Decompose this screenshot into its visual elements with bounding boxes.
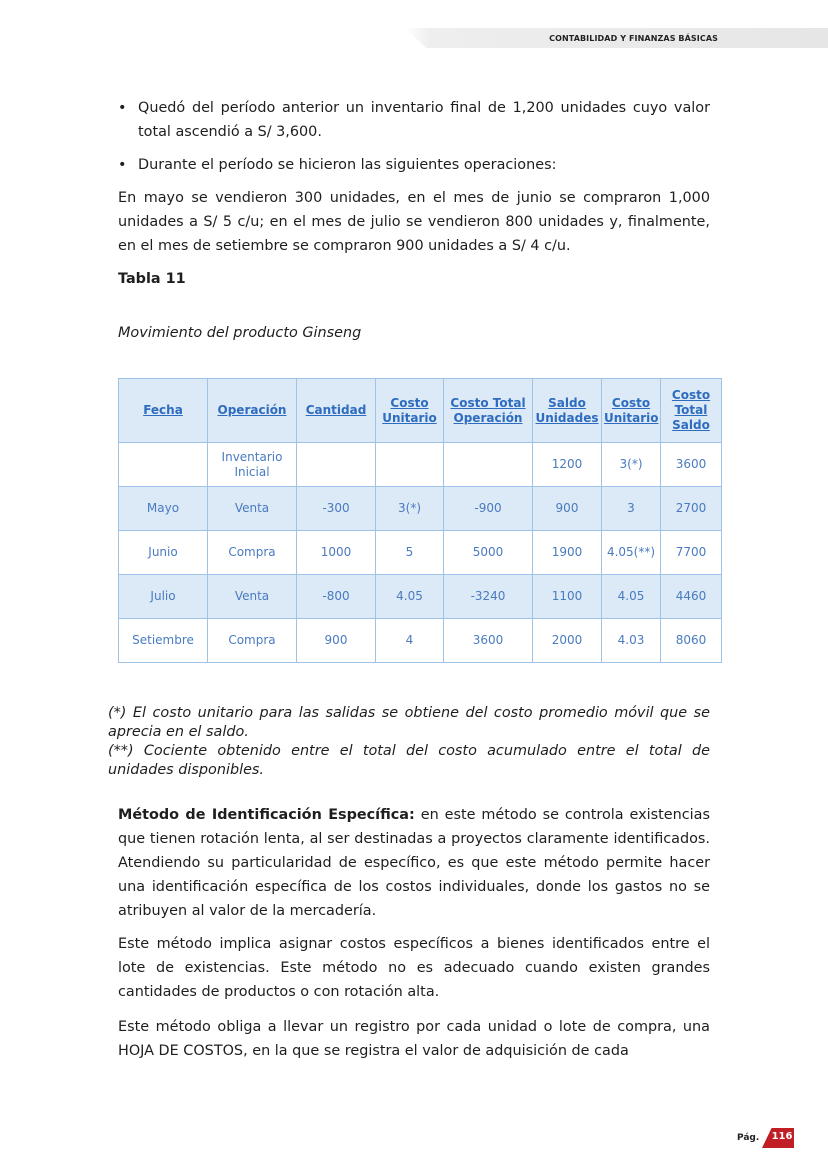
table-row [119, 575, 722, 619]
header-costo-unitario-saldo: Costo Unitario [602, 379, 661, 443]
table-cell: 1900 [533, 531, 602, 575]
table-cell: Mayo [119, 487, 208, 531]
table-cell: 3600 [661, 443, 722, 487]
table-cell: Venta [208, 487, 297, 531]
table-cell: -300 [297, 487, 376, 531]
table-cell: -3240 [444, 575, 533, 619]
bullet-text: Quedó del período anterior un inventario final de 1,200 unidades cuyo valor total ascendió a S/ 3,600. [138, 100, 710, 140]
table-cell: 1100 [533, 575, 602, 619]
table-cell: 5 [376, 531, 444, 575]
table-cell: 1200 [533, 443, 602, 487]
table-cell: 4.03 [602, 619, 661, 663]
bullet-item [118, 96, 710, 144]
header-cantidad: Cantidad [297, 379, 376, 443]
header-fecha: Fecha [119, 379, 208, 443]
inventory-table [118, 378, 722, 663]
table-row [119, 487, 722, 531]
note-single-asterisk: (*) El costo unitario para las salidas se obtiene del costo promedio móvil que se aprecia en el saldo. [108, 705, 710, 740]
table-cell: 4 [376, 619, 444, 663]
header-costo-unitario: Costo Unitario [376, 379, 444, 443]
table-cell: 2700 [661, 487, 722, 531]
table-cell: 5000 [444, 531, 533, 575]
table-header-row [119, 379, 722, 443]
running-header: CONTABILIDAD Y FINANZAS BÁSICAS [549, 34, 718, 43]
table-cell: 4.05(**) [602, 531, 661, 575]
table-row [119, 443, 722, 487]
table-cell: 900 [297, 619, 376, 663]
table-cell: Setiembre [119, 619, 208, 663]
header-saldo-unidades: Saldo Unidades [533, 379, 602, 443]
table-label: Tabla 11 [118, 271, 186, 287]
table-cell [297, 443, 376, 487]
table-cell: -900 [444, 487, 533, 531]
bullet-dot-icon: • [118, 157, 127, 173]
table-cell: Compra [208, 619, 297, 663]
table-notes [108, 704, 710, 780]
intro-paragraph: En mayo se vendieron 300 unidades, en el mes de junio se compraron 1,000 unidades a S/ 5 c/u; en el mes de julio se vendieron 800 unidades y, finalmente, en el mes de setiembre se compraron 900 unidades a S/ 4 c/u. [118, 190, 710, 254]
bullet-text: Durante el período se hicieron las siguientes operaciones: [138, 157, 557, 173]
table-cell: Compra [208, 531, 297, 575]
table-row [119, 619, 722, 663]
header-costo-total-operacion: Costo Total Operación [444, 379, 533, 443]
table-cell [376, 443, 444, 487]
page-number: 116 [771, 1131, 793, 1142]
header-costo-total-saldo: Costo Total Saldo [661, 379, 722, 443]
method-paragraph [118, 803, 710, 923]
table-cell: 2000 [533, 619, 602, 663]
table-cell: 4.05 [376, 575, 444, 619]
header-operacion: Operación [208, 379, 297, 443]
table-cell: Junio [119, 531, 208, 575]
paragraph-3: Este método obliga a llevar un registro por cada unidad o lote de compra, una HOJA DE COSTOS, en la que se registra el valor de adquisición de cada [118, 1019, 710, 1059]
table-cell: Inventario Inicial [208, 443, 297, 487]
table-cell: Venta [208, 575, 297, 619]
table-cell: -800 [297, 575, 376, 619]
table-cell: 4.05 [602, 575, 661, 619]
paragraph-2: Este método implica asignar costos específicos a bienes identificados entre el lote de existencias. Este método no es adecuado cuando existen grandes cantidades de productos o con rotación alta. [118, 936, 710, 1000]
table-cell: 3(*) [376, 487, 444, 531]
table-cell: 3(*) [602, 443, 661, 487]
table-subtitle: Movimiento del producto Ginseng [118, 325, 362, 341]
table-cell: 3 [602, 487, 661, 531]
method-title: Método de Identificación Específica: [118, 807, 415, 823]
table-row [119, 531, 722, 575]
table-cell [119, 443, 208, 487]
table-cell: Julio [119, 575, 208, 619]
method-text: en este método se controla existencias que tienen rotación lenta, al ser destinadas a proyectos claramente identificados. Atendiendo su particularidad de específico, es que este método permite hacer una identificación específica de los costos individuales, donde los gastos no se atribuyen al valor de la mercadería. [118, 807, 710, 919]
bullet-dot-icon: • [118, 100, 127, 116]
table-cell [444, 443, 533, 487]
table-cell: 1000 [297, 531, 376, 575]
note-double-asterisk: (**) Cociente obtenido entre el total del costo acumulado entre el total de unidades disponibles. [108, 743, 710, 778]
bullet-item [118, 153, 710, 177]
table-cell: 3600 [444, 619, 533, 663]
page-label: Pág. [737, 1133, 760, 1143]
table-cell: 7700 [661, 531, 722, 575]
table-cell: 8060 [661, 619, 722, 663]
table-cell: 900 [533, 487, 602, 531]
table-cell: 4460 [661, 575, 722, 619]
